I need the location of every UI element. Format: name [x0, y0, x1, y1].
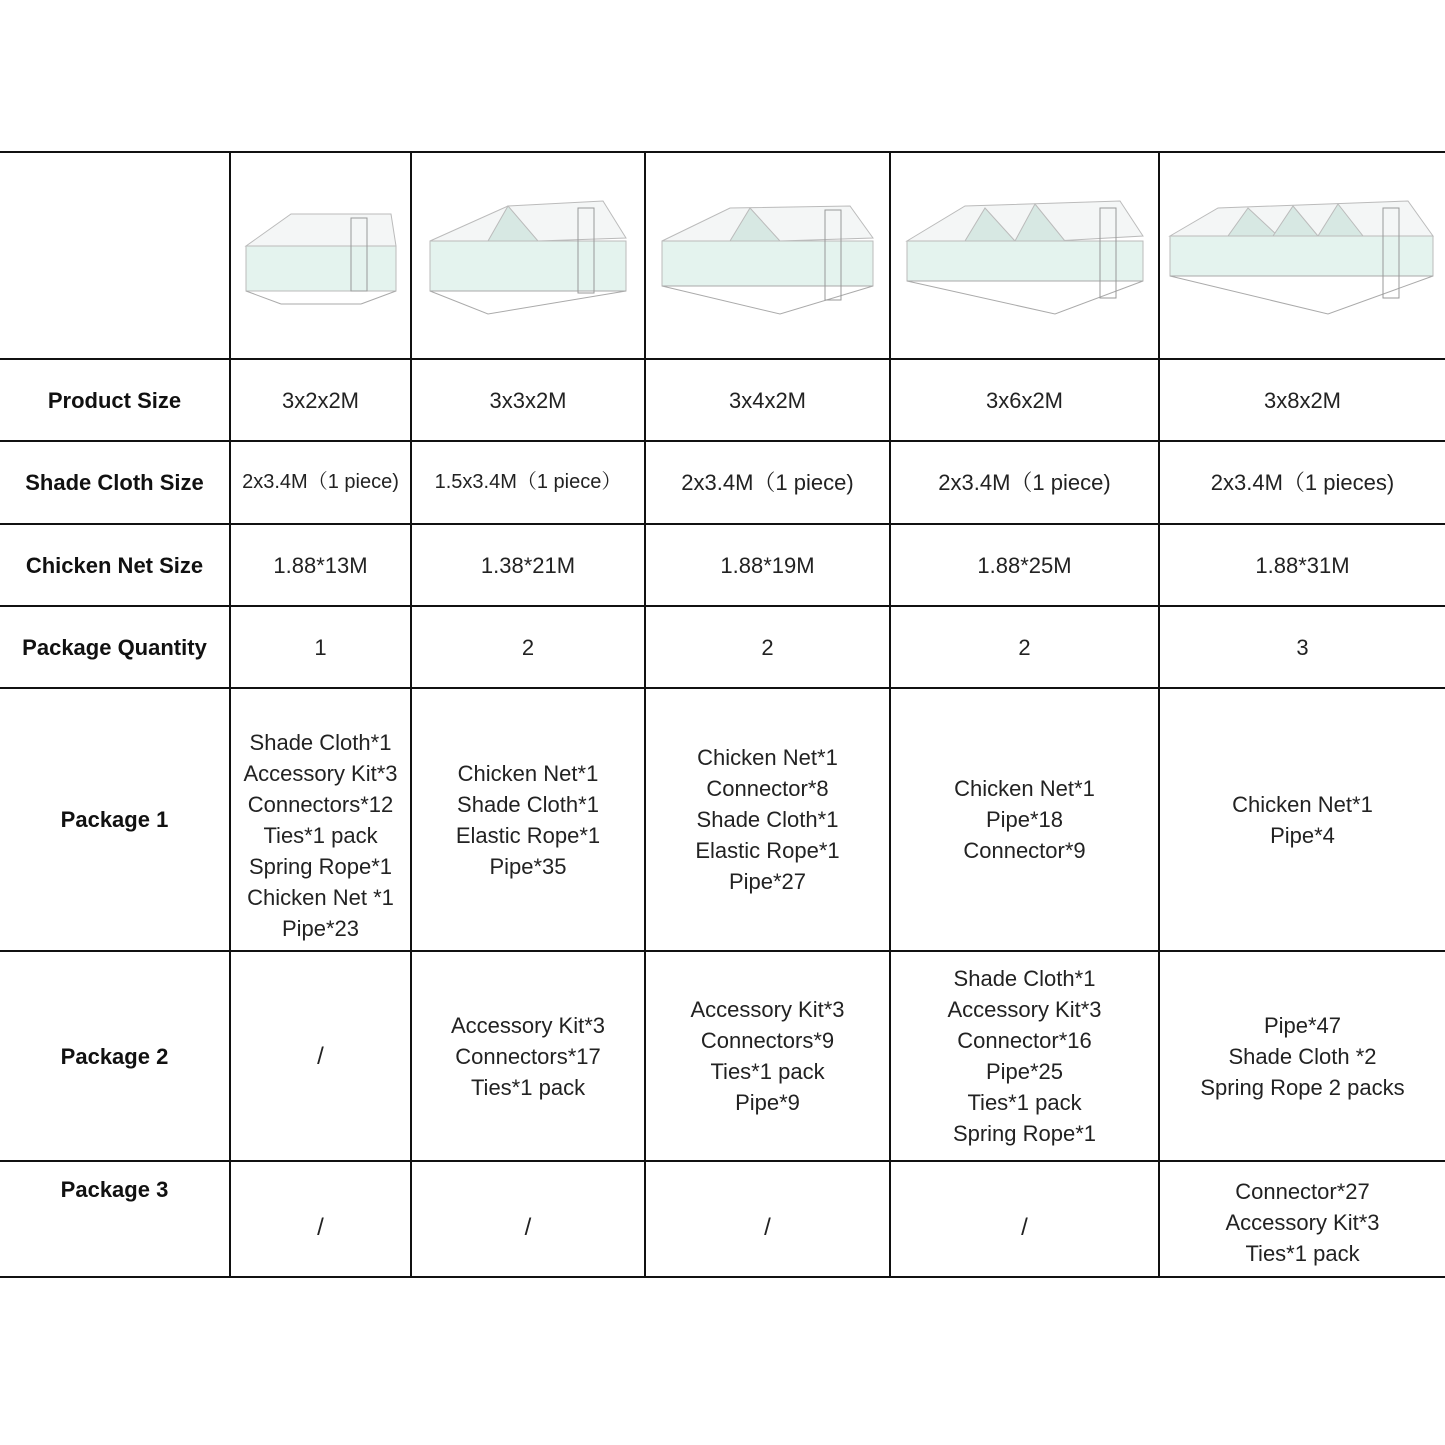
item: Connector*9 — [963, 838, 1086, 863]
item: Ties*1 pack — [263, 823, 378, 848]
row-label: Shade Cloth Size — [0, 441, 230, 524]
item: Ties*1 pack — [710, 1059, 825, 1084]
item: Accessory Kit*3 — [690, 997, 845, 1022]
item: Pipe*4 — [1270, 822, 1335, 848]
package-1-row — [0, 688, 1445, 951]
item: Shade Cloth *2 — [1228, 1043, 1377, 1069]
corner-cell — [0, 152, 230, 359]
package-cell — [645, 951, 890, 1161]
item: Pipe*18 — [985, 807, 1064, 832]
cell: 3x6x2M — [890, 359, 1159, 441]
cell: 1.88*25M — [890, 524, 1159, 606]
package-cell — [1159, 688, 1445, 951]
product-image-3x3x2 — [411, 152, 645, 359]
cell: 3x2x2M — [230, 359, 411, 441]
empty-slash: / — [1021, 1213, 1028, 1241]
item: Chicken Net*1 — [457, 760, 599, 786]
package-cell — [411, 688, 645, 951]
item: Connectors*12 — [247, 792, 394, 817]
item: Chicken Net*1 — [1232, 791, 1373, 817]
item: Accessory Kit*3 — [243, 761, 398, 786]
product-size-row — [0, 359, 1445, 441]
item: Chicken Net*1 — [697, 745, 838, 770]
package-cell — [230, 951, 411, 1161]
row-label: Package Quantity — [0, 606, 230, 688]
chicken-coop-icon — [241, 206, 401, 306]
product-image-3x2x2 — [230, 152, 411, 359]
item: Pipe*9 — [735, 1090, 800, 1115]
empty-slash: / — [317, 1042, 324, 1070]
item: Shade Cloth*1 — [696, 807, 839, 832]
item: Accessory Kit*3 — [1225, 1209, 1380, 1235]
package-cell — [1159, 1161, 1445, 1277]
item: Connectors*9 — [700, 1028, 835, 1053]
package-quantity-row — [0, 606, 1445, 688]
item: Pipe*23 — [281, 916, 360, 941]
cell: 2x3.4M（1 piece) — [890, 441, 1159, 524]
item: Connectors*17 — [455, 1043, 601, 1069]
item: Spring Rope 2 packs — [1200, 1074, 1405, 1100]
item: Chicken Net *1 — [247, 885, 394, 910]
product-image-3x4x2 — [645, 152, 890, 359]
chicken-coop-icon — [905, 196, 1145, 316]
cell: 1 — [230, 606, 411, 688]
item: Ties*1 pack — [470, 1074, 586, 1100]
item: Shade Cloth*1 — [249, 730, 392, 755]
item: Pipe*25 — [985, 1059, 1064, 1084]
product-image-3x8x2 — [1159, 152, 1445, 359]
item: Accessory Kit*3 — [947, 997, 1102, 1022]
chicken-coop-icon — [1168, 196, 1438, 316]
chicken-coop-icon — [428, 196, 628, 316]
row-label: Product Size — [0, 359, 230, 441]
spec-table — [0, 151, 1445, 1278]
item: Connector*27 — [1235, 1178, 1370, 1204]
item: Elastic Rope*1 — [455, 822, 601, 848]
cell: 1.88*19M — [645, 524, 890, 606]
chicken-net-size-row — [0, 524, 1445, 606]
cell: 2 — [411, 606, 645, 688]
package-cell — [645, 1161, 890, 1277]
cell: 2x3.4M（1 piece) — [645, 441, 890, 524]
shade-cloth-size-row — [0, 441, 1445, 524]
item: Ties*1 pack — [967, 1090, 1082, 1115]
row-label: Package 1 — [0, 688, 230, 951]
image-row — [0, 152, 1445, 359]
item: Spring Rope*1 — [952, 1121, 1097, 1146]
item: Spring Rope*1 — [248, 854, 393, 879]
cell: 3x8x2M — [1159, 359, 1445, 441]
package-cell — [1159, 951, 1445, 1161]
cell: 2x3.4M（1 piece) — [230, 441, 411, 524]
item: Accessory Kit*3 — [450, 1012, 606, 1038]
item: Shade Cloth*1 — [457, 791, 599, 817]
cell: 1.38*21M — [411, 524, 645, 606]
package-cell — [411, 1161, 645, 1277]
package-cell — [890, 951, 1159, 1161]
cell: 3 — [1159, 606, 1445, 688]
package-cell — [645, 688, 890, 951]
item: Shade Cloth*1 — [953, 966, 1096, 991]
cell: 2x3.4M（1 pieces) — [1159, 441, 1445, 524]
row-label: Package 2 — [0, 951, 230, 1161]
package-2-row — [0, 951, 1445, 1161]
package-cell — [890, 688, 1159, 951]
empty-slash: / — [317, 1213, 324, 1241]
row-label: Package 3 — [0, 1161, 230, 1277]
item: Pipe*27 — [728, 869, 807, 894]
package-cell — [890, 1161, 1159, 1277]
item: Connector*8 — [706, 776, 829, 801]
cell: 2 — [645, 606, 890, 688]
item: Pipe*47 — [1263, 1012, 1342, 1038]
empty-slash: / — [764, 1213, 771, 1241]
empty-slash: / — [524, 1213, 532, 1241]
cell: 1.88*13M — [230, 524, 411, 606]
row-label: Chicken Net Size — [0, 524, 230, 606]
cell: 3x3x2M — [411, 359, 645, 441]
package-cell — [411, 951, 645, 1161]
package-cell — [230, 1161, 411, 1277]
cell: 3x4x2M — [645, 359, 890, 441]
package-cell — [230, 688, 411, 951]
item: Elastic Rope*1 — [695, 838, 840, 863]
item: Ties*1 pack — [1245, 1240, 1360, 1266]
chicken-coop-icon — [660, 196, 875, 316]
cell: 1.5x3.4M（1 piece） — [411, 441, 645, 524]
item: Chicken Net*1 — [954, 776, 1095, 801]
cell: 1.88*31M — [1159, 524, 1445, 606]
item: Connector*16 — [957, 1028, 1092, 1053]
package-3-row — [0, 1161, 1445, 1277]
item: Pipe*35 — [489, 853, 567, 879]
product-image-3x6x2 — [890, 152, 1159, 359]
cell: 2 — [890, 606, 1159, 688]
